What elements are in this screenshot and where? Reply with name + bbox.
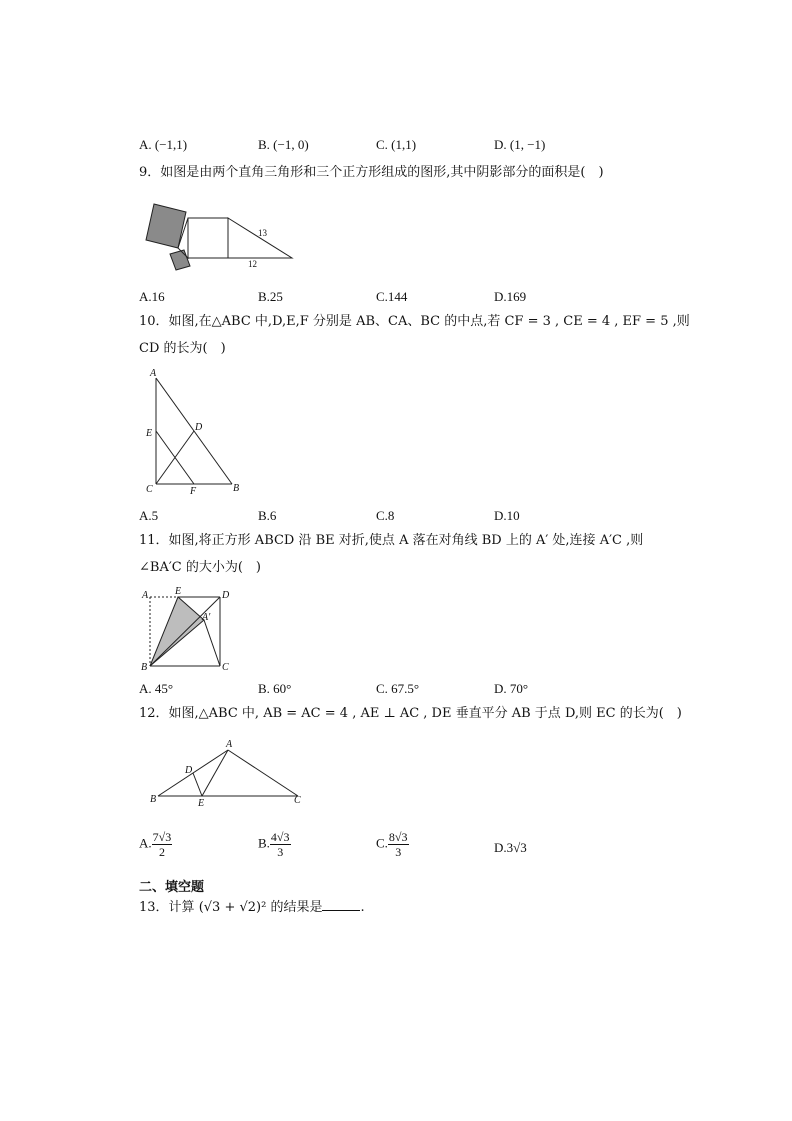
q11-option-c: C. 67.5° xyxy=(376,681,420,696)
q11-label-d: D xyxy=(222,590,230,601)
q11-stem-line1: 11．如图,将正方形 ABCD 沿 BE 对折,使点 A 落在对角线 BD 上的 A′ 处,连接 A′C ,则 xyxy=(139,533,644,548)
q10-option-c: C.8 xyxy=(376,508,395,523)
section-title-fill-in: 二、填空题 xyxy=(139,880,205,895)
q11-option-b: B. 60° xyxy=(258,681,292,696)
q10-label-b: B xyxy=(233,483,240,494)
q12-option-c-fraction: $\frac{8√3}{3}$ xyxy=(388,830,408,859)
q12-option-b: B. $\frac{4√3}{3}$ xyxy=(258,830,290,859)
q9-label-12: 12 xyxy=(248,259,257,269)
q12-option-d: D.3√3 xyxy=(494,840,527,855)
q11-label-c: C xyxy=(222,662,229,673)
q9-option-d: D.169 xyxy=(494,289,527,304)
q10-option-a: A.5 xyxy=(139,508,159,523)
q11-label-a: A xyxy=(142,590,149,601)
q12-figure xyxy=(140,736,310,810)
q12-label-d: D xyxy=(185,765,193,776)
q12-option-c: C. $\frac{8√3}{3}$ xyxy=(376,830,408,859)
q12-label-a: A xyxy=(226,739,233,750)
q11-label-aprime: A′ xyxy=(202,612,211,623)
q10-figure xyxy=(140,364,250,498)
q8-option-c: C. (1,1) xyxy=(376,137,417,152)
q9-option-b: B.25 xyxy=(258,289,283,304)
q12-stem: 12．如图,△ABC 中, AB = AC = 4 , AE ⊥ AC , DE 垂直平分 AB 于点 D,则 EC 的长为( ) xyxy=(139,706,682,721)
q8-option-d: D. (1, −1) xyxy=(494,137,546,152)
q11-stem-line2: ∠BA′C 的大小为( ) xyxy=(139,560,262,575)
q11-figure xyxy=(140,584,240,676)
q12-label-c: C xyxy=(294,795,301,806)
q10-stem-line1: 10．如图,在△ABC 中,D,E,F 分别是 AB、CA、BC 的中点,若 CF = 3 , CE = 4 , EF = 5 ,则 xyxy=(139,314,690,329)
q11-label-e: E xyxy=(175,586,182,597)
q8-option-b: B. (−1, 0) xyxy=(258,137,309,152)
q10-label-a: A xyxy=(150,368,157,379)
q10-label-f: F xyxy=(190,486,197,497)
q10-label-c: C xyxy=(146,484,153,495)
q11-option-a: A. 45° xyxy=(139,681,174,696)
q8-option-a: A. (−1,1) xyxy=(139,137,188,152)
q9-option-c: C.144 xyxy=(376,289,408,304)
q9-stem: 9．如图是由两个直角三角形和三个正方形组成的图形,其中阴影部分的面积是( ) xyxy=(139,165,604,180)
q10-label-d: D xyxy=(195,422,203,433)
q12-option-a: A. $\frac{7√3}{2}$ xyxy=(139,830,172,859)
q13-expression: (√3 + √2)² xyxy=(198,900,267,915)
q13-answer-blank[interactable] xyxy=(322,898,360,911)
q12-label-b: B xyxy=(150,794,157,805)
q12-option-a-fraction: $\frac{7√3}{2}$ xyxy=(152,830,172,859)
q13-stem: 13．计算 (√3 + √2)² 的结果是 . xyxy=(139,900,365,915)
q10-option-b: B.6 xyxy=(258,508,277,523)
q10-label-e: E xyxy=(146,428,153,439)
q10-stem-line2: CD 的长为( ) xyxy=(139,341,226,356)
q11-option-d: D. 70° xyxy=(494,681,529,696)
q12-option-b-fraction: $\frac{4√3}{3}$ xyxy=(270,830,290,859)
q10-option-d: D.10 xyxy=(494,508,520,523)
q11-label-b: B xyxy=(141,662,148,673)
q9-option-a: A.16 xyxy=(139,289,165,304)
q9-figure xyxy=(140,196,300,274)
q9-label-13: 13 xyxy=(258,228,267,238)
q12-label-e: E xyxy=(198,798,205,809)
